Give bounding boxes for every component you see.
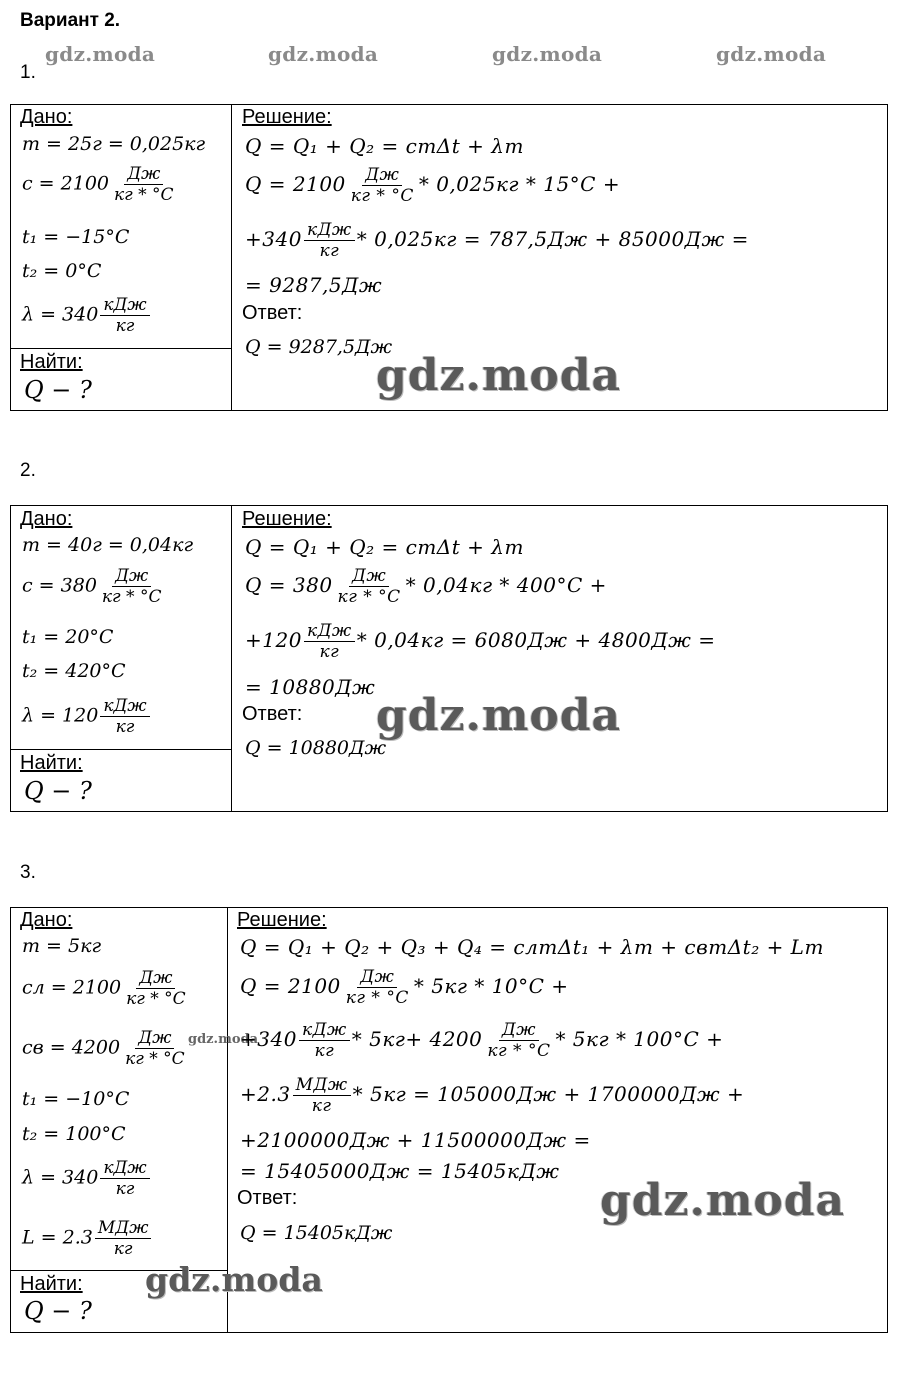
solution-line: Q = 2100 $\frac{Дж}{кг * ^\circ С}$ * 5кг * 10°С + (240, 967, 569, 1008)
find-value: Q − ? (24, 1297, 92, 1325)
problem-number: 3. (20, 862, 36, 883)
given-mass: m = 25г = 0,025кг (22, 133, 206, 155)
watermark: gdz.moda (145, 1260, 323, 1299)
answer-value: Q = 10880Дж (245, 737, 387, 759)
answer-label: Ответ: (242, 703, 303, 725)
given-t1: t₁ = 20°С (22, 626, 114, 648)
given-t1: t₁ = −15°С (22, 226, 130, 248)
answer-value: Q = 9287,5Дж (245, 336, 393, 358)
watermark: gdz.moda (45, 42, 156, 66)
watermark: gdz.moda (376, 350, 622, 401)
given-latent-heat: L = 2.3 $\frac{\text{МДж}}{кг}$ (22, 1218, 153, 1259)
answer-value: Q = 15405кДж (240, 1222, 393, 1244)
given-label: Дано: (20, 909, 73, 931)
find-value: Q − ? (24, 777, 92, 805)
answer-label: Ответ: (237, 1187, 298, 1209)
given-c-water: cв = 4200 $\frac{Дж}{кг * ^\circ С}$ (22, 1028, 185, 1069)
given-specific-heat: c = 2100 $\frac{Дж}{кг * ^\circ С}$ (22, 164, 174, 205)
given-t2: t₂ = 100°С (22, 1123, 126, 1145)
find-value: Q − ? (24, 376, 92, 404)
problem-number: 1. (20, 62, 36, 83)
watermark: gdz.moda (600, 1175, 846, 1226)
watermark: gdz.moda (268, 42, 379, 66)
solution-label: Решение: (242, 106, 332, 128)
watermark: gdz.moda (492, 42, 603, 66)
solution-line: +120 $\frac{\text{кДж}}{кг}$ * 0,04кг = 6080Дж + 4800Дж = (245, 621, 716, 662)
solution-line: +2100000Дж + 11500000Дж = (240, 1128, 591, 1152)
solution-line: +340 $\frac{\text{кДж}}{кг}$ * 0,025кг = 787,5Дж + 85000Дж = (245, 220, 749, 261)
given-label: Дано: (20, 508, 73, 530)
given-specific-heat: c = 380 $\frac{Дж}{кг * ^\circ С}$ (22, 566, 162, 607)
solution-line: +2.3 $\frac{\text{МДж}}{кг}$ * 5кг = 105000Дж + 1700000Дж + (240, 1075, 745, 1116)
solution-line: +340 $\frac{\text{кДж}}{кг}$ * 5кг+ 4200 $\frac{Дж}{кг * ^\circ С}$ * 5кг * 100°С + (240, 1020, 724, 1061)
solution-line: = 15405000Дж = 15405кДж (240, 1159, 560, 1183)
solution-line: Q = Q₁ + Q₂ = cmΔt + λm (245, 134, 524, 158)
page-title: Вариант 2. (20, 10, 121, 31)
solution-line: Q = 2100 $\frac{Дж}{кг * ^\circ С}$ * 0,025кг * 15°С + (245, 165, 621, 206)
find-label: Найти: (20, 351, 83, 373)
given-t2: t₂ = 0°С (22, 260, 102, 282)
watermark: gdz.moda (716, 42, 827, 66)
find-label: Найти: (20, 1273, 83, 1295)
given-mass: m = 5кг (22, 935, 102, 957)
given-lambda: λ = 340 $\frac{\text{кДж}}{кг}$ (22, 1158, 152, 1199)
watermark: gdz.moda (376, 690, 622, 741)
solution-line: Q = 380 $\frac{Дж}{кг * ^\circ С}$ * 0,04кг * 400°С + (245, 566, 607, 607)
watermark: gdz.moda (188, 1032, 259, 1047)
given-c-ice: cл = 2100 $\frac{Дж}{кг * ^\circ С}$ (22, 968, 186, 1009)
given-lambda: λ = 340 $\frac{\text{кДж}}{кг}$ (22, 295, 152, 336)
solution-line: Q = Q₁ + Q₂ = cmΔt + λm (245, 535, 524, 559)
given-lambda: λ = 120 $\frac{\text{кДж}}{кг}$ (22, 696, 152, 737)
given-label: Дано: (20, 106, 73, 128)
solution-label: Решение: (242, 508, 332, 530)
given-t2: t₂ = 420°С (22, 660, 126, 682)
problem-number: 2. (20, 460, 36, 481)
given-t1: t₁ = −10°С (22, 1088, 130, 1110)
solution-line: = 9287,5Дж (245, 273, 383, 297)
solution-label: Решение: (237, 909, 327, 931)
solution-line: Q = Q₁ + Q₂ + Q₃ + Q₄ = cлmΔt₁ + λm + cвmΔt₂ + Lm (240, 935, 824, 959)
given-mass: m = 40г = 0,04кг (22, 534, 194, 556)
answer-label: Ответ: (242, 302, 303, 324)
solution-line: = 10880Дж (245, 675, 376, 699)
find-label: Найти: (20, 752, 83, 774)
